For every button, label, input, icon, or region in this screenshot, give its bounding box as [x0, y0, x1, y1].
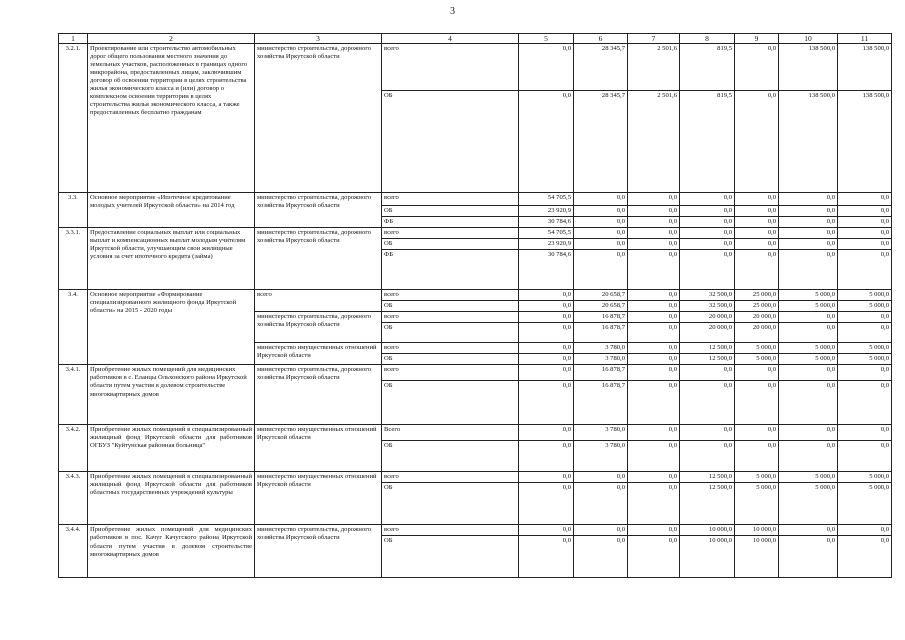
funding-value: 32 500,0 [680, 301, 735, 312]
funding-value: 0,0 [735, 217, 779, 228]
funding-value: 5 000,0 [838, 343, 892, 354]
funding-value: 0,0 [628, 250, 680, 290]
funding-value: 0,0 [519, 425, 574, 441]
funding-source: ОБ [382, 239, 519, 250]
funding-value: 5 000,0 [735, 343, 779, 354]
executor-name: министерство строительства, дорожного хозяйства Иркутской области [255, 365, 382, 425]
funding-value: 0,0 [628, 472, 680, 483]
measure-code: 3.2.1. [59, 44, 88, 193]
funding-value: 0,0 [519, 441, 574, 472]
measure-description: Предоставление социальных выплат или социальных выплат и компенсационных выплат молодым учителям Иркутской области, улучшающим свои жилищные условия за счет ипотечного кредита (займа) [88, 228, 255, 290]
measure-description: Основное мероприятие «Ипотечное кредитование молодых учителей Иркутской области» на 2014 год [88, 193, 255, 228]
executor-name: министерство строительства, дорожного хозяйства Иркутской области [255, 525, 382, 578]
column-header: 1 [59, 34, 88, 44]
funding-value: 28 345,7 [574, 91, 628, 193]
funding-source: всего [382, 343, 519, 354]
funding-value: 23 920,9 [519, 239, 574, 250]
funding-value: 0,0 [838, 425, 892, 441]
funding-value: 0,0 [628, 483, 680, 525]
funding-value: 0,0 [838, 441, 892, 472]
funding-value: 5 000,0 [735, 354, 779, 365]
funding-value: 5 000,0 [735, 472, 779, 483]
funding-value: 0,0 [735, 441, 779, 472]
funding-value: 0,0 [519, 354, 574, 365]
funding-value: 138 500,0 [838, 91, 892, 193]
funding-value: 819,5 [680, 44, 735, 91]
funding-value: 0,0 [779, 381, 838, 425]
funding-value: 0,0 [628, 425, 680, 441]
funding-value: 0,0 [680, 425, 735, 441]
funding-value: 10 000,0 [735, 536, 779, 578]
funding-value: 10 000,0 [680, 525, 735, 536]
funding-value: 0,0 [735, 365, 779, 381]
funding-value: 20 000,0 [680, 312, 735, 323]
funding-value: 0,0 [628, 323, 680, 343]
funding-value: 54 705,5 [519, 228, 574, 239]
table-row [59, 472, 892, 483]
funding-source: Всего [382, 425, 519, 441]
column-header: 4 [382, 34, 519, 44]
funding-value: 16 878,7 [574, 381, 628, 425]
funding-value: 5 000,0 [779, 343, 838, 354]
funding-value: 0,0 [519, 472, 574, 483]
funding-value: 0,0 [680, 228, 735, 239]
funding-value: 0,0 [680, 381, 735, 425]
measure-description: Основное мероприятие «Формирование специализированного жилищного фонда Иркутской области» на 2015 - 2020 годы [88, 290, 255, 365]
funding-value: 0,0 [779, 441, 838, 472]
funding-value: 20 000,0 [735, 312, 779, 323]
funding-value: 0,0 [779, 323, 838, 343]
funding-value: 819,5 [680, 91, 735, 193]
program-funding-table [58, 33, 892, 578]
funding-value: 5 000,0 [779, 301, 838, 312]
funding-value: 20 000,0 [735, 323, 779, 343]
column-header: 5 [519, 34, 574, 44]
funding-value: 0,0 [735, 206, 779, 217]
funding-value: 5 000,0 [838, 301, 892, 312]
column-header: 3 [255, 34, 382, 44]
funding-value: 0,0 [735, 91, 779, 193]
funding-source: всего [382, 365, 519, 381]
funding-value: 16 878,7 [574, 365, 628, 381]
funding-value: 0,0 [628, 239, 680, 250]
funding-value: 0,0 [680, 206, 735, 217]
funding-value: 5 000,0 [779, 483, 838, 525]
funding-source: всего [382, 472, 519, 483]
funding-value: 5 000,0 [838, 290, 892, 301]
funding-value: 5 000,0 [779, 354, 838, 365]
funding-value: 0,0 [574, 250, 628, 290]
funding-value: 2 501,6 [628, 44, 680, 91]
page-number: 3 [450, 6, 455, 17]
funding-value: 12 500,0 [680, 343, 735, 354]
measure-description: Приобретение жилых помещений в специализированный жилищный фонд Иркутской области для работников ОГБУЗ "Куйтунская районная больница" [88, 425, 255, 472]
funding-source: ОБ [382, 536, 519, 578]
column-header: 8 [680, 34, 735, 44]
measure-description: Приобретение жилых помещений для медицинских работников в с. Еланцы Ольхонского района Иркутской области путем участия в долевом строительстве многоквартирных домов [88, 365, 255, 425]
table-row [59, 290, 892, 301]
funding-value: 20 658,7 [574, 290, 628, 301]
table-row [59, 425, 892, 441]
executor-name: всего [255, 290, 382, 312]
measure-description: Приобретение жилых помещений для медицинских работников в пос. Качуг Качугского района Иркутской области путем участия в долевом строительстве многоквартирных домов [88, 525, 255, 578]
funding-value: 2 501,6 [628, 91, 680, 193]
funding-value: 0,0 [680, 193, 735, 206]
executor-name: министерство строительства, дорожного хозяйства Иркутской области [255, 44, 382, 193]
funding-value: 0,0 [680, 239, 735, 250]
table-row [59, 193, 892, 206]
funding-value: 0,0 [628, 290, 680, 301]
funding-value: 0,0 [779, 250, 838, 290]
funding-value: 0,0 [779, 365, 838, 381]
funding-source: ОБ [382, 483, 519, 525]
funding-value: 0,0 [574, 472, 628, 483]
funding-value: 0,0 [628, 343, 680, 354]
column-header: 9 [735, 34, 779, 44]
funding-value: 0,0 [735, 250, 779, 290]
funding-value: 0,0 [779, 193, 838, 206]
funding-value: 0,0 [838, 525, 892, 536]
funding-value: 0,0 [838, 312, 892, 323]
funding-value: 0,0 [680, 217, 735, 228]
funding-value: 0,0 [680, 365, 735, 381]
funding-value: 10 000,0 [680, 536, 735, 578]
funding-value: 32 500,0 [680, 290, 735, 301]
funding-value: 3 780,0 [574, 425, 628, 441]
table-row [59, 44, 892, 91]
funding-value: 0,0 [574, 239, 628, 250]
funding-value: 0,0 [574, 206, 628, 217]
funding-source: всего [382, 193, 519, 206]
measure-code: 3.4.4. [59, 525, 88, 578]
executor-name: министерство строительства, дорожного хозяйства Иркутской области [255, 312, 382, 343]
funding-value: 0,0 [519, 536, 574, 578]
table-row [59, 228, 892, 239]
funding-value: 0,0 [779, 228, 838, 239]
funding-value: 138 500,0 [779, 91, 838, 193]
funding-value: 0,0 [519, 343, 574, 354]
funding-value: 0,0 [628, 206, 680, 217]
funding-value: 0,0 [628, 217, 680, 228]
executor-name: министерство имущественных отношений Иркутской области [255, 425, 382, 472]
funding-value: 23 920,9 [519, 206, 574, 217]
funding-value: 0,0 [779, 525, 838, 536]
funding-value: 0,0 [779, 312, 838, 323]
column-header: 10 [779, 34, 838, 44]
funding-source: всего [382, 525, 519, 536]
funding-value: 0,0 [838, 250, 892, 290]
funding-value: 0,0 [779, 217, 838, 228]
column-header: 11 [838, 34, 892, 44]
funding-value: 0,0 [838, 217, 892, 228]
funding-value: 0,0 [838, 193, 892, 206]
funding-value: 54 705,5 [519, 193, 574, 206]
funding-value: 138 500,0 [838, 44, 892, 91]
funding-value: 20 658,7 [574, 301, 628, 312]
funding-source: всего [382, 290, 519, 301]
measure-description: Проектирование или строительство автомобильных дорог общего пользования местного значения до земельных участков, расположенных в границах одного микрорайона, предоставленных лицам, заключившим договор об освоении территории в целях строительства жилья экономического класса и (или) договор о комплексном освоении территории в целях строительства жилья экономического класса, а также предоставленных бесплатно гражданам [88, 44, 255, 193]
funding-value: 10 000,0 [735, 525, 779, 536]
column-header: 2 [88, 34, 255, 44]
measure-code: 3.4.1. [59, 365, 88, 425]
funding-value: 0,0 [628, 193, 680, 206]
funding-value: 0,0 [519, 91, 574, 193]
funding-value: 0,0 [838, 536, 892, 578]
funding-value: 0,0 [838, 206, 892, 217]
funding-value: 0,0 [519, 312, 574, 323]
funding-source: ОБ [382, 301, 519, 312]
funding-value: 0,0 [628, 365, 680, 381]
executor-name: министерство строительства, дорожного хозяйства Иркутской области [255, 193, 382, 228]
funding-value: 16 878,7 [574, 323, 628, 343]
column-header: 6 [574, 34, 628, 44]
funding-source: ФБ [382, 250, 519, 290]
funding-source: ОБ [382, 381, 519, 425]
funding-value: 3 780,0 [574, 343, 628, 354]
funding-value: 0,0 [735, 425, 779, 441]
funding-value: 0,0 [519, 483, 574, 525]
measure-code: 3.4.2. [59, 425, 88, 472]
funding-value: 0,0 [574, 193, 628, 206]
funding-value: 0,0 [519, 323, 574, 343]
funding-value: 0,0 [519, 44, 574, 91]
funding-value: 0,0 [838, 228, 892, 239]
funding-source: ФБ [382, 217, 519, 228]
funding-source: ОБ [382, 91, 519, 193]
funding-value: 5 000,0 [735, 483, 779, 525]
funding-value: 0,0 [519, 290, 574, 301]
funding-source: ОБ [382, 354, 519, 365]
measure-code: 3.4.3. [59, 472, 88, 525]
funding-value: 0,0 [628, 536, 680, 578]
funding-value: 0,0 [735, 44, 779, 91]
funding-value: 0,0 [779, 206, 838, 217]
funding-value: 0,0 [519, 525, 574, 536]
executor-name: министерство строительства, дорожного хозяйства Иркутской области [255, 228, 382, 290]
funding-source: ОБ [382, 441, 519, 472]
measure-description: Приобретение жилых помещений в специализированный жилищный фонд Иркутской области для работников областных государственных учреждений культуры [88, 472, 255, 525]
funding-value: 0,0 [574, 483, 628, 525]
funding-value: 0,0 [779, 239, 838, 250]
funding-value: 12 500,0 [680, 354, 735, 365]
funding-value: 138 500,0 [779, 44, 838, 91]
funding-value: 0,0 [628, 381, 680, 425]
funding-value: 0,0 [680, 441, 735, 472]
funding-value: 3 780,0 [574, 441, 628, 472]
funding-value: 0,0 [838, 365, 892, 381]
funding-value: 12 500,0 [680, 483, 735, 525]
funding-value: 3 780,0 [574, 354, 628, 365]
funding-source: всего [382, 312, 519, 323]
funding-source: ОБ [382, 323, 519, 343]
measure-code: 3.4. [59, 290, 88, 365]
funding-value: 0,0 [628, 228, 680, 239]
funding-value: 0,0 [735, 193, 779, 206]
funding-value: 0,0 [838, 381, 892, 425]
funding-value: 30 784,6 [519, 250, 574, 290]
funding-value: 0,0 [574, 217, 628, 228]
funding-value: 5 000,0 [838, 472, 892, 483]
table-row [59, 365, 892, 381]
funding-value: 12 500,0 [680, 472, 735, 483]
table-body [59, 44, 892, 578]
funding-value: 20 000,0 [680, 323, 735, 343]
funding-value: 0,0 [574, 228, 628, 239]
funding-value: 28 345,7 [574, 44, 628, 91]
funding-value: 0,0 [628, 525, 680, 536]
funding-value: 0,0 [628, 354, 680, 365]
funding-value: 0,0 [519, 381, 574, 425]
funding-value: 0,0 [735, 239, 779, 250]
funding-value: 0,0 [735, 381, 779, 425]
funding-value: 0,0 [779, 536, 838, 578]
funding-value: 25 000,0 [735, 290, 779, 301]
measure-code: 3.3. [59, 193, 88, 228]
column-number-row [59, 34, 892, 44]
measure-code: 3.3.1. [59, 228, 88, 290]
funding-value: 25 000,0 [735, 301, 779, 312]
funding-source: всего [382, 44, 519, 91]
funding-value: 16 878,7 [574, 312, 628, 323]
funding-value: 5 000,0 [838, 354, 892, 365]
funding-value: 0,0 [838, 239, 892, 250]
table-row [59, 525, 892, 536]
funding-value: 0,0 [735, 228, 779, 239]
funding-value: 30 784,6 [519, 217, 574, 228]
funding-value: 0,0 [574, 536, 628, 578]
funding-value: 5 000,0 [779, 472, 838, 483]
executor-name: министерство имущественных отношений Иркутской области [255, 472, 382, 525]
funding-value: 0,0 [779, 425, 838, 441]
funding-value: 0,0 [519, 301, 574, 312]
funding-value: 0,0 [519, 365, 574, 381]
funding-value: 5 000,0 [779, 290, 838, 301]
executor-name: министерство имущественных отношений Иркутской области [255, 343, 382, 365]
funding-value: 0,0 [680, 250, 735, 290]
funding-value: 0,0 [628, 312, 680, 323]
funding-value: 0,0 [628, 301, 680, 312]
funding-value: 0,0 [838, 323, 892, 343]
funding-source: всего [382, 228, 519, 239]
funding-value: 0,0 [574, 525, 628, 536]
funding-value: 5 000,0 [838, 483, 892, 525]
column-header: 7 [628, 34, 680, 44]
funding-source: ОБ [382, 206, 519, 217]
funding-value: 0,0 [628, 441, 680, 472]
